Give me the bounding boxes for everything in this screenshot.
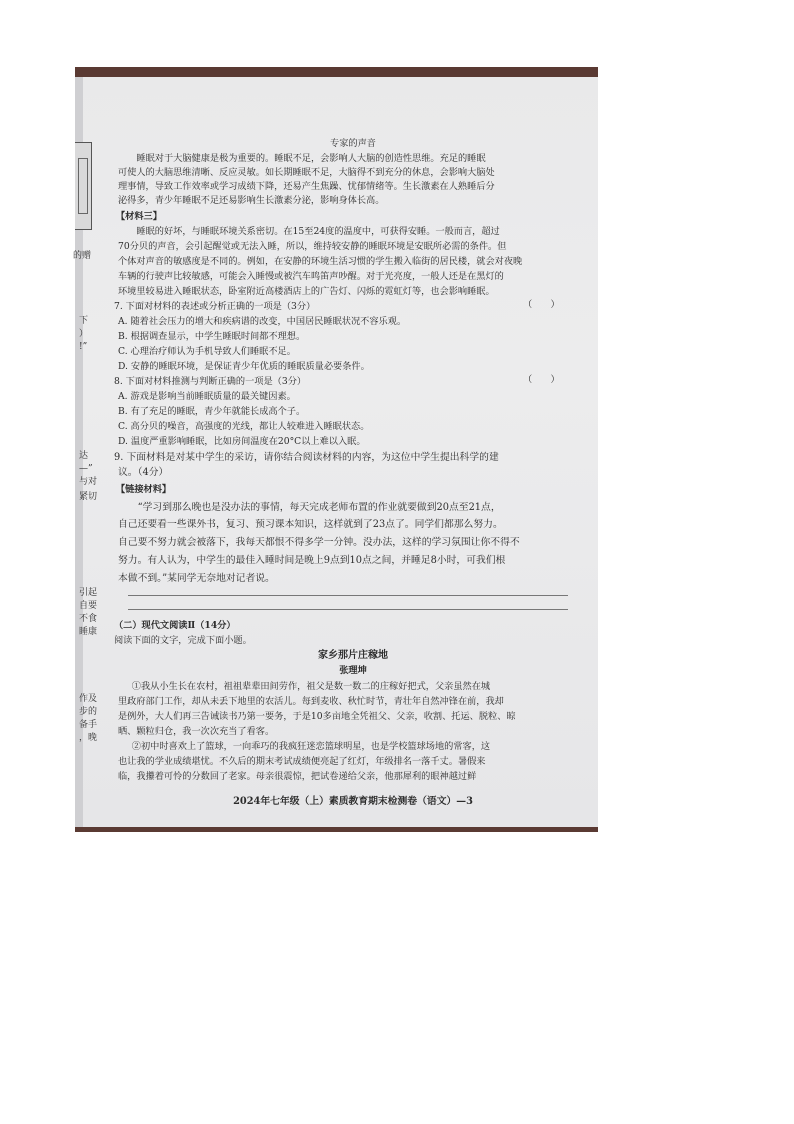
paragraph-line: 理事情，导致工作效率或学习成绩下降，还易产生焦躁、忧郁情绪等。生长激素在人熟睡后分 xyxy=(118,181,495,192)
page-footer: 2024年七年级（上）素质教育期末检测卷（语文）—3 xyxy=(233,796,473,807)
option: A. 游戏是影响当前睡眠质量的最关键因素。 xyxy=(118,391,296,402)
paragraph-line: 自己要不努力就会被落下，我每天都恨不得多学一分钟。没办法，这样的学习氛围让你不得不 xyxy=(118,537,520,548)
left-edge-text: 的赠 xyxy=(73,251,92,261)
paragraph-line: ①我从小生长在农村，祖祖辈辈田间劳作，祖父是数一数二的庄稼好把式，父亲虽然在城 xyxy=(131,681,491,692)
answer-bracket: （ ） xyxy=(523,299,560,310)
left-edge-text: 下 ） !” xyxy=(79,316,89,352)
option: D. 安静的睡眠环境，是保证青少年优质的睡眠质量必要条件。 xyxy=(118,361,370,372)
paragraph-line: 睡眠对于大脑健康是极为重要的。睡眠不足，会影响人大脑的创造性思维。充足的睡眠 xyxy=(136,153,486,164)
answer-line xyxy=(128,609,568,610)
section-2-title: （二）现代文阅读Ⅱ（14分） xyxy=(114,620,236,631)
question-9-stem: 议。（4分） xyxy=(118,467,169,478)
answer-bracket: （ ） xyxy=(523,374,560,385)
paragraph-line: 环境里较易进入睡眠状态，卧室附近高楼酒店上的广告灯、闪烁的霓虹灯等，也会影响睡眠。 xyxy=(118,286,495,297)
answer-line xyxy=(128,595,568,596)
paragraph-line: 临，我攥着可怜的分数回了老家。母亲很震惊，把试卷递给父亲，他那犀利的眼神越过鲜 xyxy=(118,771,477,782)
left-edge-text: 达 —” 与对 紧切 xyxy=(79,451,98,502)
question-7-stem: 7. 下面对材料的表述或分析正确的一项是（3分） xyxy=(114,301,316,312)
paragraph-line: 努力。有人认为，中学生的最佳入睡时间是晚上9点到10点之间，并睡足8小时，可我们根 xyxy=(118,555,506,566)
option: C. 高分贝的噪音，高强度的光线，都让人较难进入睡眠状态。 xyxy=(118,421,370,432)
option: B. 根据调查显示，中学生睡眠时间都不理想。 xyxy=(118,331,306,342)
paragraph-line: 也让我的学业成绩堪忧。不久后的期末考试成绩便亮起了红灯，年级排名一落千丈。暑假来 xyxy=(118,756,486,767)
section-2-instruction: 阅读下面的文字，完成下面小题。 xyxy=(114,635,252,646)
section-header: 专家的声音 xyxy=(330,138,376,149)
article-author: 张理坤 xyxy=(339,665,367,676)
paragraph-line: 可使人的大脑思维清晰、反应灵敏。如长期睡眠不足，大脑得不到充分的休息，会影响大脑处 xyxy=(118,167,495,178)
paragraph-line: 泌得多，青少年睡眠不足还易影响生长激素分泌，影响身体长高。 xyxy=(118,195,385,206)
material3-title: 【材料三】 xyxy=(116,211,162,222)
paragraph-line: 是例外，大人们再三告诫读书乃第一要务，于是10多亩地全凭祖父、父亲，收割、托运、脱粒、晾 xyxy=(118,711,516,722)
bottom-dark-border xyxy=(75,827,598,832)
article-title: 家乡那片庄稼地 xyxy=(318,650,388,661)
paragraph-line: 70分贝的声音，会引起醒觉或无法入睡，所以，维持较安静的睡眠环境是安眠所必需的条件。但 xyxy=(118,241,507,252)
left-edge-text: 作及 步的 备手 ，晚 xyxy=(79,694,98,743)
left-edge-text: 引起 自要 不食 睡康 xyxy=(79,588,98,637)
paragraph-line: 晒、颗粒归仓，我一次次充当了看客。 xyxy=(118,726,275,737)
paragraph-line: “学习到那么晚也是没办法的事情，每天完成老师布置的作业就要做到20点至21点， xyxy=(137,502,501,513)
link-material-title: 【链接材料】 xyxy=(116,484,172,495)
option: A. 随着社会压力的增大和疾病谱的改变，中国居民睡眠状况不容乐观。 xyxy=(118,316,407,327)
paragraph-line: 自己还要看一些课外书，复习、预习课本知识，这样就到了23点了。同学们都那么努力。 xyxy=(118,519,503,530)
paragraph-line: 个体对声音的敏感度是不同的。例如，在安静的环境生活习惯的学生搬入临街的居民楼，就会对夜晚 xyxy=(118,256,523,267)
option: B. 有了充足的睡眠，青少年就能长成高个子。 xyxy=(118,406,306,417)
paragraph-line: 本做不到。”某同学无奈地对记者说。 xyxy=(118,573,275,584)
paragraph-line: 车辆的行驶声比较敏感，可能会入睡慢或被汽车鸣笛声吵醒。对于光亮度，一般人还是在黑灯的 xyxy=(118,271,504,282)
paragraph-line: ②初中时喜欢上了篮球，一向乖巧的我疯狂迷恋篮球明星，也是学校篮球场地的常客，这 xyxy=(131,741,491,752)
question-8-stem: 8. 下面对材料推测与判断正确的一项是（3分） xyxy=(114,376,307,387)
scanned-page-photo xyxy=(75,67,598,832)
option: C. 心理治疗师认为手机导致人们睡眠不足。 xyxy=(118,346,296,357)
top-dark-border xyxy=(75,67,598,77)
option: D. 温度严重影响睡眠，比如房间温度在20°C以上难以入眠。 xyxy=(118,436,366,447)
partial-image-frame xyxy=(75,142,92,230)
paragraph-line: 里政府部门工作，却从未丢下地里的农活儿。每到麦收、秋忙时节，青壮年自然冲锋在前，我却 xyxy=(118,696,504,707)
paragraph-line: 睡眠的好坏，与睡眠环境关系密切。在15至24度的温度中，可获得安睡。一般而言，超过 xyxy=(136,226,500,237)
question-9-stem: 9. 下面材料是对某中学生的采访，请你结合阅读材料的内容，为这位中学生提出科学的建 xyxy=(114,452,499,463)
